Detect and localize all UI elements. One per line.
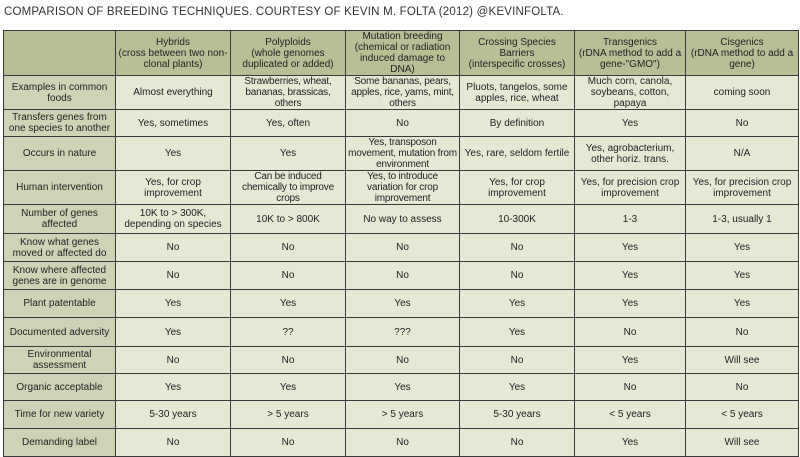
table-row xyxy=(4,290,799,318)
table-cell: Yes xyxy=(686,234,799,262)
table-row xyxy=(4,171,799,205)
table-row xyxy=(4,76,799,110)
table-row xyxy=(4,374,799,401)
table-cell: No xyxy=(231,234,346,262)
table-cell: Yes xyxy=(116,137,231,171)
table-cell: Yes, for precision crop improvement xyxy=(575,171,686,205)
table-cell: No xyxy=(460,429,575,457)
row-label: Plant patentable xyxy=(4,290,116,318)
column-subtitle: (whole genomes duplicated or added) xyxy=(242,47,334,70)
table-row xyxy=(4,347,799,374)
column-header-transgenics xyxy=(575,31,686,76)
table-cell: < 5 years xyxy=(575,401,686,429)
table-cell: Can be induced chemically to improve crops xyxy=(231,171,346,205)
table-row xyxy=(4,429,799,457)
column-subtitle: (rDNA method to add a gene-"GMO") xyxy=(578,47,682,70)
column-header-polyploids xyxy=(231,31,346,76)
column-title: Hybrids xyxy=(156,36,190,48)
table-cell: Almost everything xyxy=(116,76,231,110)
table-cell: Some bananas, pears, apples, rice, yams, mint, others xyxy=(346,76,460,110)
table-cell: No xyxy=(346,262,460,290)
row-label: Organic acceptable xyxy=(4,374,116,401)
column-title: Polyploids xyxy=(265,36,311,48)
table-cell: Yes xyxy=(575,290,686,318)
table-cell: No xyxy=(460,234,575,262)
table-cell: ?? xyxy=(231,318,346,347)
header-row xyxy=(4,31,799,76)
table-cell: No xyxy=(686,318,799,347)
column-subtitle: (rDNA method to add a gene) xyxy=(690,47,794,70)
column-subtitle: (cross between two non-clonal plants) xyxy=(118,47,228,70)
row-label: Occurs in nature xyxy=(4,137,116,171)
table-cell: Yes xyxy=(575,347,686,374)
table-cell: > 5 years xyxy=(346,401,460,429)
table-cell: 1-3 xyxy=(575,205,686,234)
table-cell: Yes xyxy=(116,318,231,347)
table-cell: No xyxy=(231,262,346,290)
table-row xyxy=(4,401,799,429)
table-cell: No xyxy=(346,110,460,137)
row-label: Number of genes affected xyxy=(4,205,116,234)
table-cell: No xyxy=(686,110,799,137)
table-cell: Yes xyxy=(575,262,686,290)
table-cell: Yes xyxy=(116,290,231,318)
table-cell: Yes, for crop improvement xyxy=(116,171,231,205)
table-cell: 5-30 years xyxy=(116,401,231,429)
table-cell: Yes, to introduce variation for crop improvement xyxy=(346,171,460,205)
row-label: Environmental assessment xyxy=(4,347,116,374)
table-cell: Yes, agrobacterium, other horiz. trans. xyxy=(575,137,686,171)
row-label: Demanding label xyxy=(4,429,116,457)
table-cell: No xyxy=(116,234,231,262)
table-cell: No xyxy=(460,262,575,290)
table-cell: N/A xyxy=(686,137,799,171)
table-cell: 10-300K xyxy=(460,205,575,234)
table-cell: Yes xyxy=(460,290,575,318)
table-cell: Yes, transposon movement, mutation from environment xyxy=(346,137,460,171)
table-cell: Yes xyxy=(231,374,346,401)
breeding-comparison-table xyxy=(3,30,799,457)
table-row xyxy=(4,110,799,137)
table-cell: Yes, for crop improvement xyxy=(460,171,575,205)
table-cell: Yes xyxy=(460,374,575,401)
table-cell: 5-30 years xyxy=(460,401,575,429)
column-header-hybrids xyxy=(116,31,231,76)
table-cell: ??? xyxy=(346,318,460,347)
table-cell: No xyxy=(686,374,799,401)
table-cell: Yes xyxy=(460,318,575,347)
table-cell: No xyxy=(116,347,231,374)
table-cell: Yes xyxy=(346,374,460,401)
table-caption: COMPARISON OF BREEDING TECHNIQUES. COURTESY OF KEVIN M. FOLTA (2012) @KEVINFOLTA. xyxy=(4,6,564,18)
table-cell: Yes, rare, seldom fertile xyxy=(460,137,575,171)
row-label: Know where affected genes are in genome xyxy=(4,262,116,290)
column-header-crossing-species xyxy=(460,31,575,76)
table-cell: Yes xyxy=(686,290,799,318)
table-cell: Will see xyxy=(686,347,799,374)
table-cell: No xyxy=(460,347,575,374)
column-title: Transgenics xyxy=(602,36,658,48)
table-cell: Pluots, tangelos, some apples, rice, wheat xyxy=(460,76,575,110)
table-cell: 1-3, usually 1 xyxy=(686,205,799,234)
table-cell: No xyxy=(575,318,686,347)
table-cell: No xyxy=(231,347,346,374)
table-cell: Yes xyxy=(231,137,346,171)
table-cell: No xyxy=(575,374,686,401)
table-cell: Yes xyxy=(346,290,460,318)
column-subtitle: (chemical or radiation induced damage to DNA) xyxy=(354,42,451,75)
row-label: Transfers genes from one species to another xyxy=(4,110,116,137)
table-cell: > 5 years xyxy=(231,401,346,429)
table-row xyxy=(4,234,799,262)
table-row xyxy=(4,205,799,234)
table-cell: Yes xyxy=(575,429,686,457)
column-title: Cisgenics xyxy=(720,36,764,48)
table-cell: No xyxy=(346,234,460,262)
table-cell: Yes, often xyxy=(231,110,346,137)
table-cell: Yes xyxy=(686,262,799,290)
row-label: Documented adversity xyxy=(4,318,116,347)
row-label: Human intervention xyxy=(4,171,116,205)
table-cell: coming soon xyxy=(686,76,799,110)
table-cell: Yes, for precision crop improvement xyxy=(686,171,799,205)
table-cell: 10K to > 300K, depending on species xyxy=(116,205,231,234)
table-cell: Yes xyxy=(575,234,686,262)
table-cell: Much corn, canola, soybeans, cotton, papaya xyxy=(575,76,686,110)
table-cell: No xyxy=(231,429,346,457)
table-row xyxy=(4,137,799,171)
table-row xyxy=(4,262,799,290)
table-cell: Yes xyxy=(231,290,346,318)
table-cell: By definition xyxy=(460,110,575,137)
row-label: Examples in common foods xyxy=(4,76,116,110)
column-header-mutation-breeding xyxy=(346,31,460,76)
table-cell: 10K to > 800K xyxy=(231,205,346,234)
table-cell: No way to assess xyxy=(346,205,460,234)
table-row xyxy=(4,318,799,347)
table-cell: Yes, sometimes xyxy=(116,110,231,137)
table-cell: No xyxy=(116,262,231,290)
table-cell: Yes xyxy=(575,110,686,137)
column-header-cisgenics xyxy=(686,31,799,76)
row-label: Know what genes moved or affected do xyxy=(4,234,116,262)
table-cell: Will see xyxy=(686,429,799,457)
table-cell: No xyxy=(346,429,460,457)
column-title: Crossing Species Barriers xyxy=(478,36,556,59)
header-corner xyxy=(4,31,116,76)
table-cell: No xyxy=(116,429,231,457)
table-cell: Strawberries, wheat, bananas, brassicas, others xyxy=(231,76,346,110)
table-cell: No xyxy=(346,347,460,374)
table-cell: Yes xyxy=(116,374,231,401)
column-subtitle: (interspecific crosses) xyxy=(468,58,566,70)
row-label: Time for new variety xyxy=(4,401,116,429)
table-cell: < 5 years xyxy=(686,401,799,429)
column-title: Mutation breeding xyxy=(362,31,443,42)
